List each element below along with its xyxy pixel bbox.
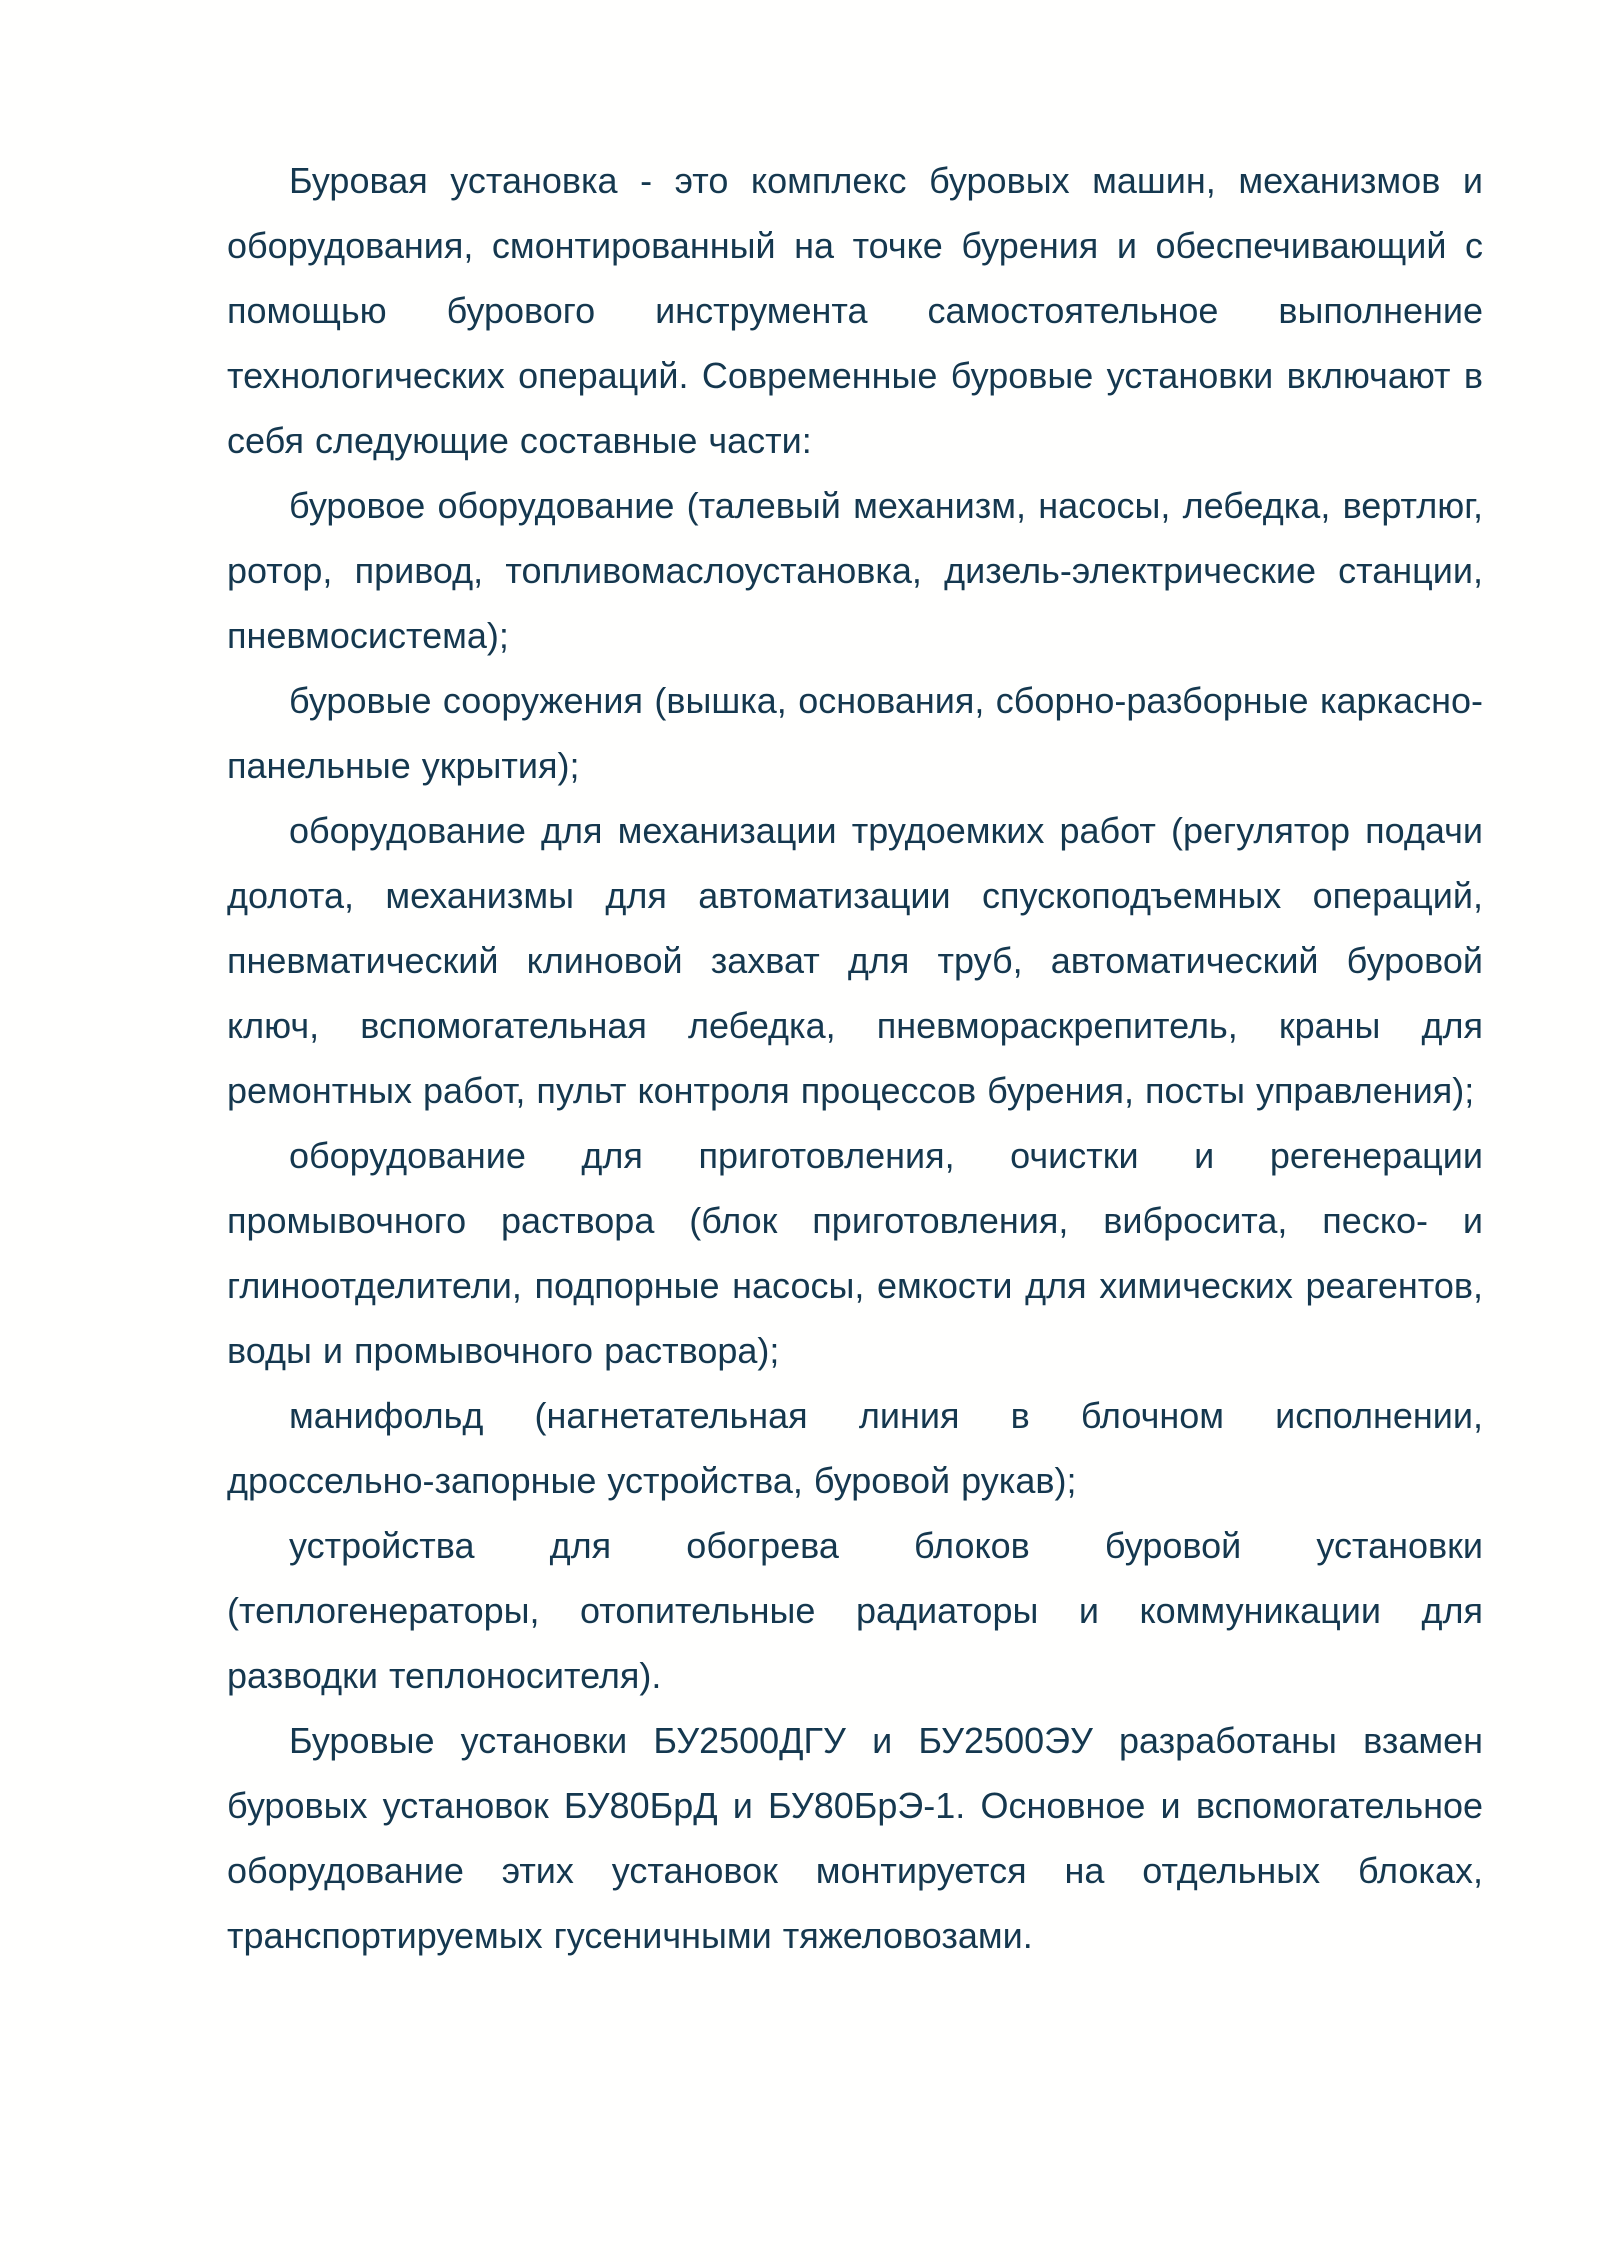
- paragraph-mud-equipment: оборудование для приготовления, очистки и регенерации промывочного раствора (блок приготовления, вибросита, песко- и глиноотделители, подпорные насосы, емкости для химических реагентов, воды и промывочного раствора);: [227, 1135, 1483, 1371]
- paragraph-mechanization-equipment: оборудование для механизации трудоемких работ (регулятор подачи долота, механизмы для автоматизации спускоподъемных операций, пневматический клиновой захват для труб, автоматический буровой ключ, вспомогательная лебедка, пневмораскрепитель, краны для ремонтных работ, пульт контроля процессов бурения, посты управления);: [227, 810, 1483, 1111]
- paragraph-drilling-structures: буровые сооружения (вышка, основания, сборно-разборные каркасно-панельные укрытия);: [227, 680, 1483, 786]
- paragraph-drilling-equipment: буровое оборудование (талевый механизм, насосы, лебедка, вертлюг, ротор, привод, топливомаслоустановка, дизель-электрические станции, пневмосистема);: [227, 485, 1483, 656]
- paragraph-manifold: манифольд (нагнетательная линия в блочном исполнении, дроссельно-запорные устройства, буровой рукав);: [227, 1395, 1483, 1501]
- paragraph-rig-models: Буровые установки БУ2500ДГУ и БУ2500ЭУ разработаны взамен буровых установок БУ80БрД и БУ80БрЭ-1. Основное и вспомогательное оборудование этих установок монтируется на отдельных блоках, транспортируемых гусеничными тяжеловозами.: [227, 1720, 1483, 1956]
- paragraph-intro: Буровая установка - это комплекс буровых машин, механизмов и оборудования, смонтированный на точке бурения и обеспечивающий с помощью бурового инструмента самостоятельное выполнение технологических операций. Современные буровые установки включают в себя следующие составные части:: [227, 160, 1483, 461]
- paragraph-heating-devices: устройства для обогрева блоков буровой установки (теплогенераторы, отопительные радиаторы и коммуникации для разводки теплоносителя).: [227, 1525, 1483, 1696]
